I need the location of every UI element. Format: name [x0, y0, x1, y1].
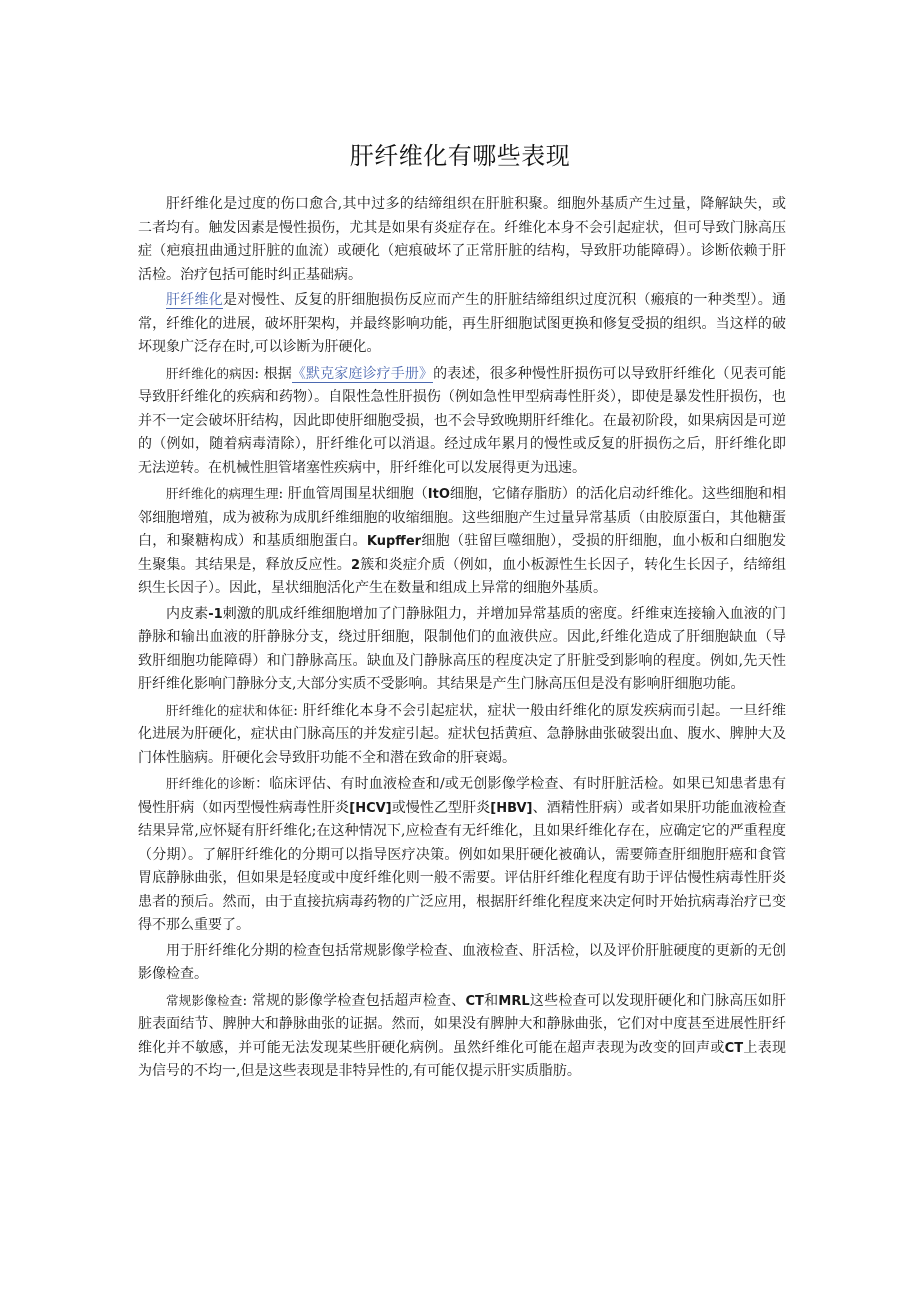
term-bold: Kupffer	[366, 534, 422, 549]
merck-manual-link[interactable]: 《默克家庭诊疗手册》	[291, 365, 434, 382]
paragraph-text: ：临床评估、有时血液检查和/或无创影像学检查、有时肝脏活检。如果已知患者患有慢性肝病（如丙型慢性病毒性肝炎	[138, 776, 786, 816]
section-lead: 常规影像检查	[166, 992, 243, 1008]
paragraph-pathophysiology	[138, 482, 786, 601]
paragraph-text: 的表述，很多种慢性肝损伤可以导致肝纤维化（见表可能导致肝纤维化的疾病和药物）。自限性急性肝损伤（例如急性甲型病毒性肝炎），即使是暴发性肝损伤，也并不一定会破坏肝结构，因此即使肝细胞受损，也不会导致晚期肝纤维化。在最初阶段，如果病因是可逆的（例如，随着病毒清除），肝纤维化可以消退。经过成年累月的慢性或反复的肝损伤之后，肝纤维化即无法逆转。在机械性胆管堵塞性疾病中，肝纤维化可以发展得更为迅速。	[138, 365, 787, 476]
paragraph-text: 内皮素	[166, 605, 209, 622]
paragraph-staging	[138, 940, 786, 987]
term-bold: [HBV]	[490, 800, 533, 816]
term-bold: -1	[208, 606, 223, 622]
term-bold: CT	[465, 993, 484, 1009]
paragraph-diagnosis	[138, 772, 786, 938]
page-title: 肝纤维化有哪些表现	[349, 142, 571, 170]
liver-fibrosis-link[interactable]: 肝纤维化	[166, 292, 224, 308]
section-lead: 肝纤维化的病理生理	[166, 486, 279, 501]
term-bold: [HCV]	[349, 800, 392, 816]
paragraph-symptoms	[138, 699, 786, 771]
paragraph-text: 上表现为信号的不均一,但是这些表现是非特异性的,有可能仅提示肝实质脂肪。	[138, 1039, 787, 1079]
paragraph-text: : 常规的影像学检查包括超声检查、	[242, 992, 466, 1009]
term-bold: CT	[724, 1040, 744, 1056]
term-bold: ItO	[427, 487, 450, 502]
paragraph-text: 这些检查可以发现肝硬化和门脉高压如肝脏表面结节、脾肿大和静脉曲张的证据。然而，如果没有脾肿大和静脉曲张，它们对中度甚至进展性肝纤维化并不敏感，并可能无法发现某些肝硬化病例。虽然纤维化可能在超声表现为改变的回声或	[138, 992, 786, 1056]
paragraph-text: : 肝血管周围星状细胞（	[278, 486, 428, 502]
section-lead: 肝纤维化的诊断	[166, 776, 256, 791]
paragraph-text: : 根据	[254, 365, 292, 382]
paragraph-text: 是对慢性、反复的肝细胞损伤反应而产生的肝脏结缔组织过度沉积（瘢痕的一种类型）。通常，纤维化的进展，破坏肝架构，并最终影响功能，再生肝细胞试图更换和修复受损的组织。当这样的破坏现象广泛存在时,可以诊断为肝硬化。	[138, 292, 787, 355]
paragraph-imaging	[138, 989, 786, 1084]
paragraph-text: 细胞，它储存脂肪）的活化启动纤维化。这些细胞和相邻细胞增殖，成为被称为成肌纤维细胞的收缩细胞。这些细胞产生过量异常基质（由胶原蛋白，其他糖蛋白，和聚糖构成）和基质细胞蛋白。	[138, 486, 786, 549]
term-bold: MRL	[498, 993, 530, 1009]
paragraph-text: 和	[483, 992, 499, 1009]
section-lead: 肝纤维化的病因	[166, 365, 255, 381]
paragraph-text: 用于肝纤维化分期的检查包括常规影像学检查、血液检查、肝活检，以及评价肝脏硬度的更新的无创影像检查。	[138, 942, 786, 982]
paragraph-intro	[138, 193, 786, 287]
term-bold: 2	[350, 557, 361, 573]
paragraph-text: 肝纤维化是过度的伤口愈合,其中过多的结缔组织在肝脏积聚。细胞外基质产生过量，降解缺失，或二者均有。触发因素是慢性损伤，尤其是如果有炎症存在。纤维化本身不会引起症状，但可导致门脉高压症（疤痕扭曲通过肝脏的血流）或硬化（疤痕破坏了正常肝脏的结构，导致肝功能障碍）。诊断依赖于肝活检。治疗包括可能时纠正基础病。	[138, 196, 786, 283]
paragraph-endothelin	[138, 603, 786, 697]
paragraph-text: 或慢性乙型肝炎	[391, 799, 491, 816]
paragraph-text: 细胞（驻留巨噬细胞），受损的肝细胞，血小板和白细胞发生聚集。其结果是，释放反应性。	[138, 533, 787, 573]
paragraph-text: 刺激的肌成纤维细胞增加了门静脉阻力，并增加异常基质的密度。纤维束连接输入血液的门静脉和输出血液的肝静脉分支，绕过肝细胞，限制他们的血液供应。因此,纤维化造成了肝细胞缺血（导致肝细胞功能障碍）和门静脉高压。缺血及门静脉高压的程度决定了肝脏受到影响的程度。例如,先天性肝纤维化影响门静脉分支,大部分实质不受影响。其结果是产生门脉高压但是没有影响肝细胞功能。	[138, 605, 787, 692]
paragraph-text: 、酒精性肝病）或者如果肝功能血液检查结果异常,应怀疑有肝纤维化;在这种情况下,应检查有无纤维化，且如果纤维化存在，应确定它的严重程度（分期）。了解肝纤维化的分期可以指导医疗决策。例如如果肝硬化被确认，需要筛查肝细胞肝癌和食管胃底静脉曲张，但如果是轻度或中度纤维化则一般不需要。评估肝纤维化程度有助于评估慢性病毒性肝炎患者的预后。然而，由于直接抗病毒药物的广泛应用，根据肝纤维化程度来决定何时开始抗病毒治疗已变得不那么重要了。	[138, 799, 787, 933]
section-lead: 肝纤维化的症状和体征	[166, 702, 294, 718]
paragraph-text: : 肝纤维化本身不会引起症状，症状一般由纤维化的原发疾病而引起。一旦纤维化进展为肝硬化，症状由门脉高压的并发症引起。症状包括黄疸、急静脉曲张破裂出血、腹水、脾肿大及门体性脑病。肝硬化会导致肝功能不全和潜在致命的肝衰竭。	[138, 702, 786, 766]
paragraph-text: 簇和炎症介质（例如，血小板源性生长因子，转化生长因子，结缔组织生长因子）。因此，星状细胞活化产生在数量和组成上异常的细胞外基质。	[138, 556, 786, 596]
paragraph-etiology	[138, 362, 786, 481]
article-body	[138, 193, 786, 1086]
paragraph-definition	[138, 289, 786, 360]
